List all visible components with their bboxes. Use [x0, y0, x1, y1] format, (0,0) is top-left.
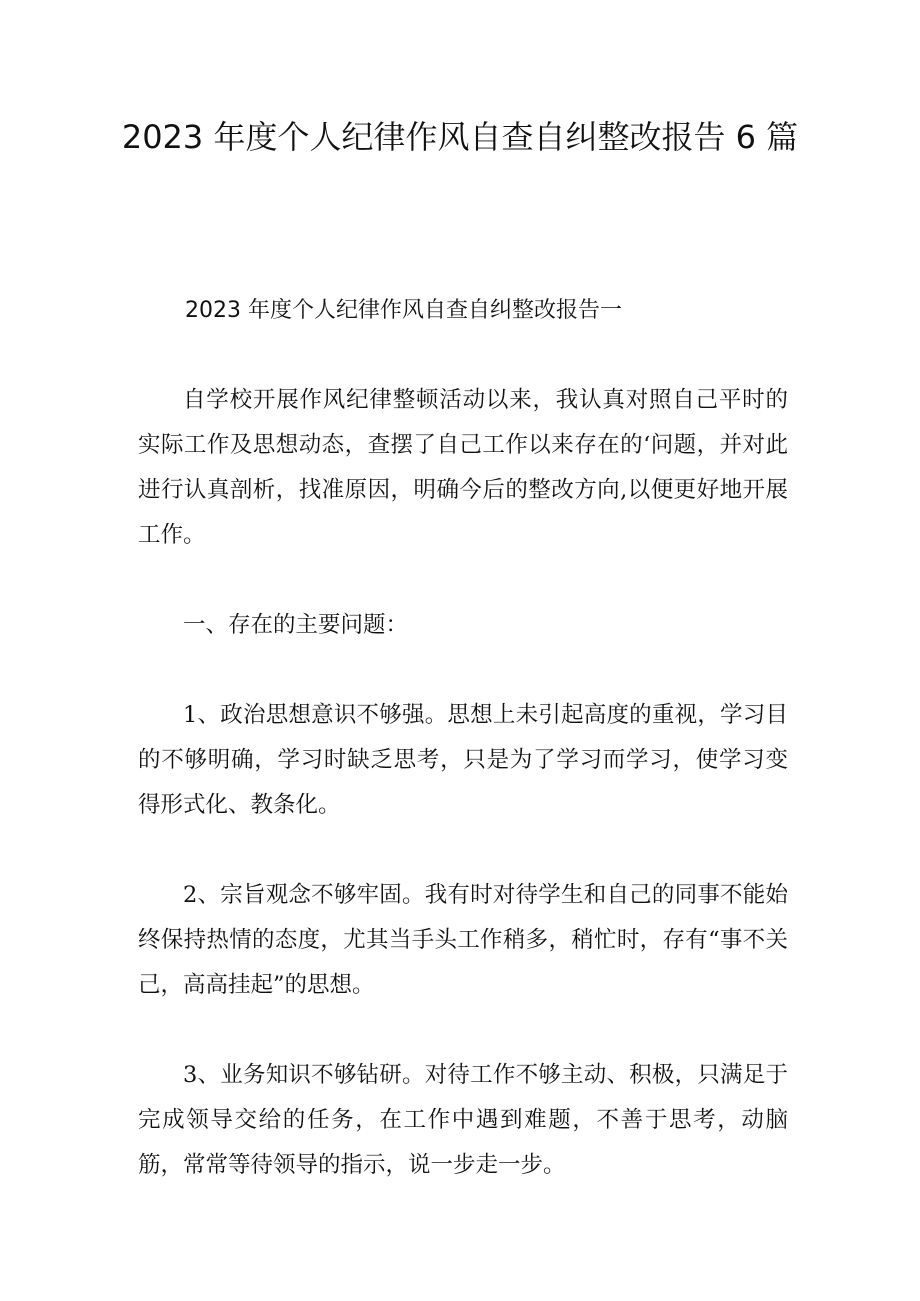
- paragraph-intro: 自学校开展作风纪律整顿活动以来，我认真对照自己平时的实际工作及思想动态，查摆了自己工作以来存在的‘问题，并对此进行认真剖析，找准原因，明确今后的整改方向,以便更好地开展工作。: [138, 387, 788, 548]
- paragraph-problem-2: 2、宗旨观念不够牢固。我有时对待学生和自己的同事不能始终保持热情的态度，尤其当手头工作稍多，稍忙时，存有“事不关己，高高挂起”的思想。: [138, 882, 788, 998]
- heading-main-problems: 一、存在的主要问题：: [183, 612, 409, 638]
- paragraph-problem-1: 1、政治思想意识不够强。思想上未引起高度的重视，学习目的不够明确，学习时缺乏思考，只是为了学习而学习，使学习变得形式化、教条化。: [138, 702, 788, 818]
- document-title: 2023 年度个人纪律作风自查自纠整改报告 6 篇: [121, 118, 799, 156]
- section-subtitle: 2023 年度个人纪律作风自查自纠整改报告一: [185, 298, 622, 323]
- document-body: [138, 288, 788, 1233]
- paragraph-problem-3: 3、业务知识不够钻研。对待工作不够主动、积极，只满足于完成领导交给的任务，在工作中遇到难题，不善于思考，动脑筋，常常等待领导的指示，说一步走一步。: [138, 1062, 788, 1178]
